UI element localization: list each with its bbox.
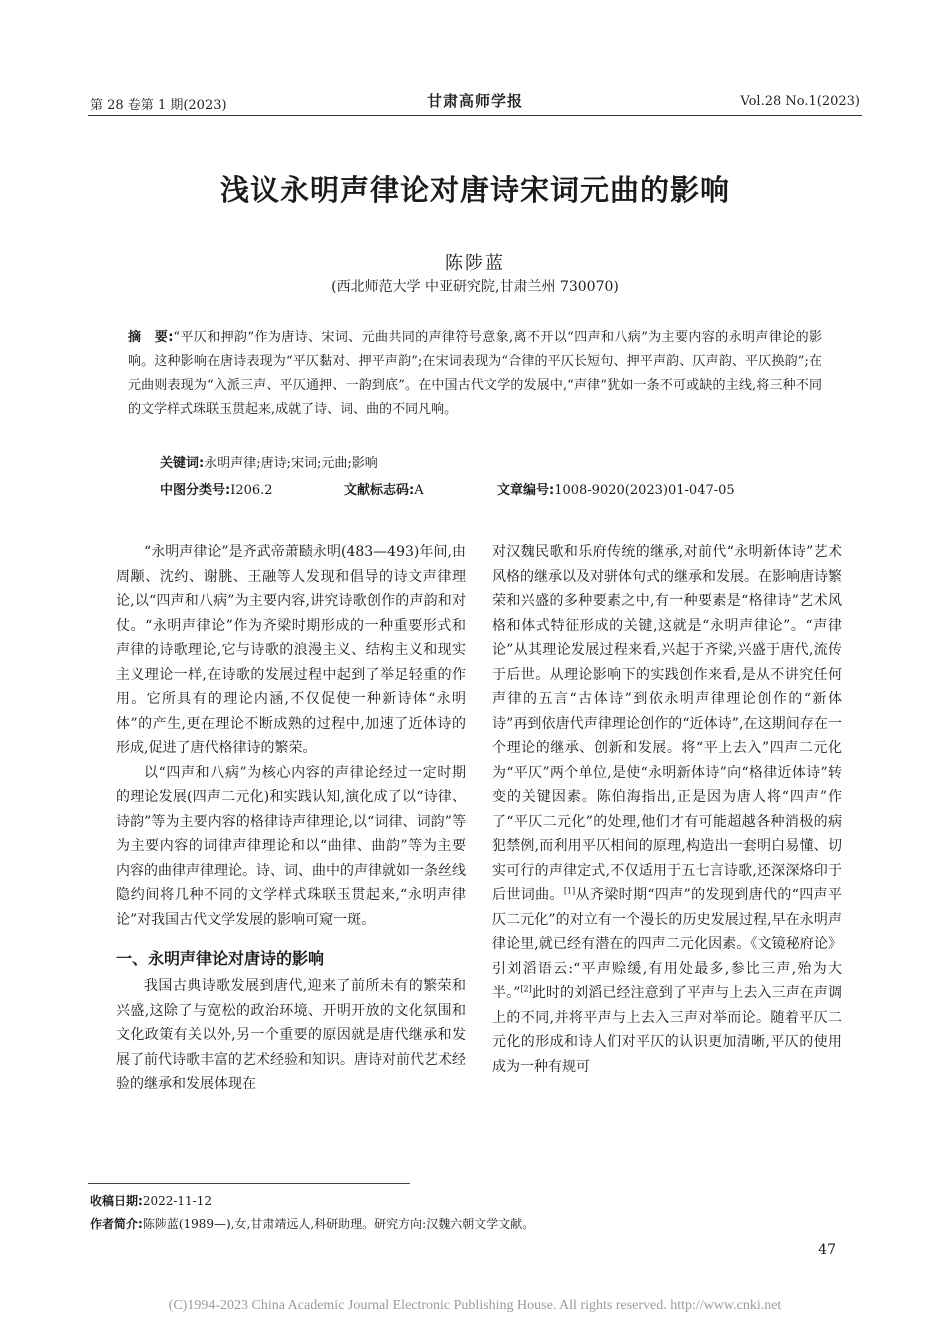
article-number-value: 1008-9020(2023)01-047-05 xyxy=(554,483,735,498)
section-heading: 一、永明声律论对唐诗的影响 xyxy=(116,949,325,968)
author-affiliation: (西北师范大学 中亚研究院,甘肃兰州 730070) xyxy=(331,279,619,295)
clc-value: I206.2 xyxy=(230,483,273,498)
footnote-divider xyxy=(88,1183,410,1184)
copyright-watermark: (C)1994-2023 China Academic Journal Electronic Publishing House. All rights reserved. http://www.cnki.net xyxy=(168,1298,782,1313)
page-number: 47 xyxy=(818,1242,836,1258)
clc-label: 中图分类号: xyxy=(160,483,231,498)
clc-number xyxy=(160,479,273,498)
document-code-value: A xyxy=(414,483,424,498)
keywords-text: 永明声律;唐诗;宋词;元曲;影响 xyxy=(204,456,378,471)
abstract xyxy=(128,326,822,422)
paper-title: 浅议永明声律论对唐诗宋词元曲的影响 xyxy=(219,173,730,207)
author-bio-text: 陈陟蓝(1989—),女,甘肃靖远人,科研助理。研究方向:汉魏六朝文学文献。 xyxy=(142,1217,535,1231)
article-number xyxy=(497,479,735,498)
keywords xyxy=(160,452,378,471)
received-label: 收稿日期: xyxy=(90,1194,143,1208)
journal-volume: Vol.28 No.1(2023) xyxy=(740,94,860,109)
author-bio-label: 作者简介: xyxy=(90,1217,143,1231)
abstract-text: “平仄和押韵”作为唐诗、宋词、元曲共同的声律符号意象,离不开以“四声和八病”为主要内容的永明声律论的影响。这种影响在唐诗表现为“平仄黏对、押平声韵”;在宋词表现为“合律的平仄长短句、押平声韵、仄声韵、平仄换韵”;在元曲则表现为“入派三声、平仄通押、一韵到底”。在中国古代文学的发展中,“声律”犹如一条不可或缺的主线,将三种不同的文学样式珠联玉贯起来,成就了诗、词、曲的不同凡响。 xyxy=(128,330,823,417)
citation-ref[interactable]: [2] xyxy=(520,984,532,994)
body-column-right xyxy=(492,540,842,1079)
keywords-label: 关键词: xyxy=(160,456,205,471)
journal-issue: 第 28 卷第 1 期(2023) xyxy=(90,98,227,113)
paragraph xyxy=(492,540,842,1079)
received-date xyxy=(90,1192,212,1209)
paragraph: 我国古典诗歌发展到唐代,迎来了前所未有的繁荣和兴盛,这除了与宽松的政治环境、开明开放的文化氛围和文化政策有关以外,另一个重要的原因就是唐代继承和发展了前代诗歌丰富的艺术经验和知识。唐诗对前代艺术经验的继承和发展体现在 xyxy=(116,978,466,1092)
paragraph-text: 从齐梁时期“四声”的发现到唐代的“四声平仄二元化”的对立有一个漫长的历史发展过程,早在永明声律论里,就已经有潜在的四声二元化因素。《文镜秘府论》引刘滔语云:“平声赊缓,有用处最多,参比三声,殆为大半。” xyxy=(492,887,842,1001)
paragraph: 以“四声和八病”为核心内容的声律论经过一定时期的理论发展(四声二元化)和实践认知,演化成了以“诗律、诗韵”等为主要内容的格律诗声律理论,以“词律、词韵”等为主要内容的词律声律理论和以“曲律、曲韵”等为主要内容的曲律声律理论。诗、词、曲中的声律就如一条丝线隐约间将几种不同的文学样式珠联玉贯起来,“永明声律论”对我国古代文学发展的影响可窥一斑。 xyxy=(116,764,466,928)
paragraph: “永明声律论”是齐武帝萧赜永明(483—493)年间,由周颙、沈约、谢朓、王融等人发现和倡导的诗文声律理论,以“四声和八病”为主要内容,讲究诗歌创作的声韵和对仗。“永明声律论”作为齐梁时期形成的一种重要形式和声律的诗歌理论,它与诗歌的浪漫主义、结构主义和现实主义理论一样,在诗歌的发展过程中起到了举足轻重的作用。它所具有的理论内涵,不仅促使一种新诗体“永明体”的产生,更在理论不断成熟的过程中,加速了近体诗的形成,促进了唐代格律诗的繁荣。 xyxy=(116,544,466,756)
journal-name-logo: 甘肃高师学报 xyxy=(426,92,523,110)
author-name: 陈陟蓝 xyxy=(445,253,505,274)
abstract-label: 摘 要: xyxy=(128,330,174,345)
author-bio xyxy=(90,1215,534,1232)
received-value: 2022-11-12 xyxy=(142,1194,212,1208)
document-code xyxy=(344,479,424,498)
header-divider xyxy=(88,115,862,116)
paragraph-text: 对汉魏民歌和乐府传统的继承,对前代“永明新体诗”艺术风格的继承以及对骈体句式的继承和发展。在影响唐诗繁荣和兴盛的多种要素之中,有一种要素是“格律诗”艺术风格和体式特征形成的关键,这就是“永明声律论”。“声律论”从其理论发展过程来看,兴起于齐梁,兴盛于唐代,流传于后世。从理论影响下的实践创作来看,是从不讲究任何声律的五言“古体诗”到依永明声律理论创作的“新体诗”再到依唐代声律理论创作的“近体诗”,在这期间存在一个理论的继承、创新和发展。将“平上去入”四声二元化为“平仄”两个单位,是使“永明新体诗”向“格律近体诗”转变的关键因素。陈伯海指出,正是因为唐人将“四声”作了“平仄二元化”的处理,他们才有可能超越各种消极的病犯禁例,而利用平仄相间的原理,构造出一套明白易懂、切实可行的声律定式,不仅适用于五七言诗歌,还深深烙印于后世词曲。 xyxy=(492,544,842,903)
paragraph-text: 此时的刘滔已经注意到了平声与上去入三声在声调上的不同,并将平声与上去入三声对举而论。随着平仄二元化的形成和诗人们对平仄的认识更加清晰,平仄的使用成为一种有规可 xyxy=(492,985,842,1075)
body-column-left xyxy=(116,540,466,1097)
article-number-label: 文章编号: xyxy=(497,483,555,498)
document-code-label: 文献标志码: xyxy=(344,483,415,498)
citation-ref[interactable]: [1] xyxy=(563,886,576,896)
